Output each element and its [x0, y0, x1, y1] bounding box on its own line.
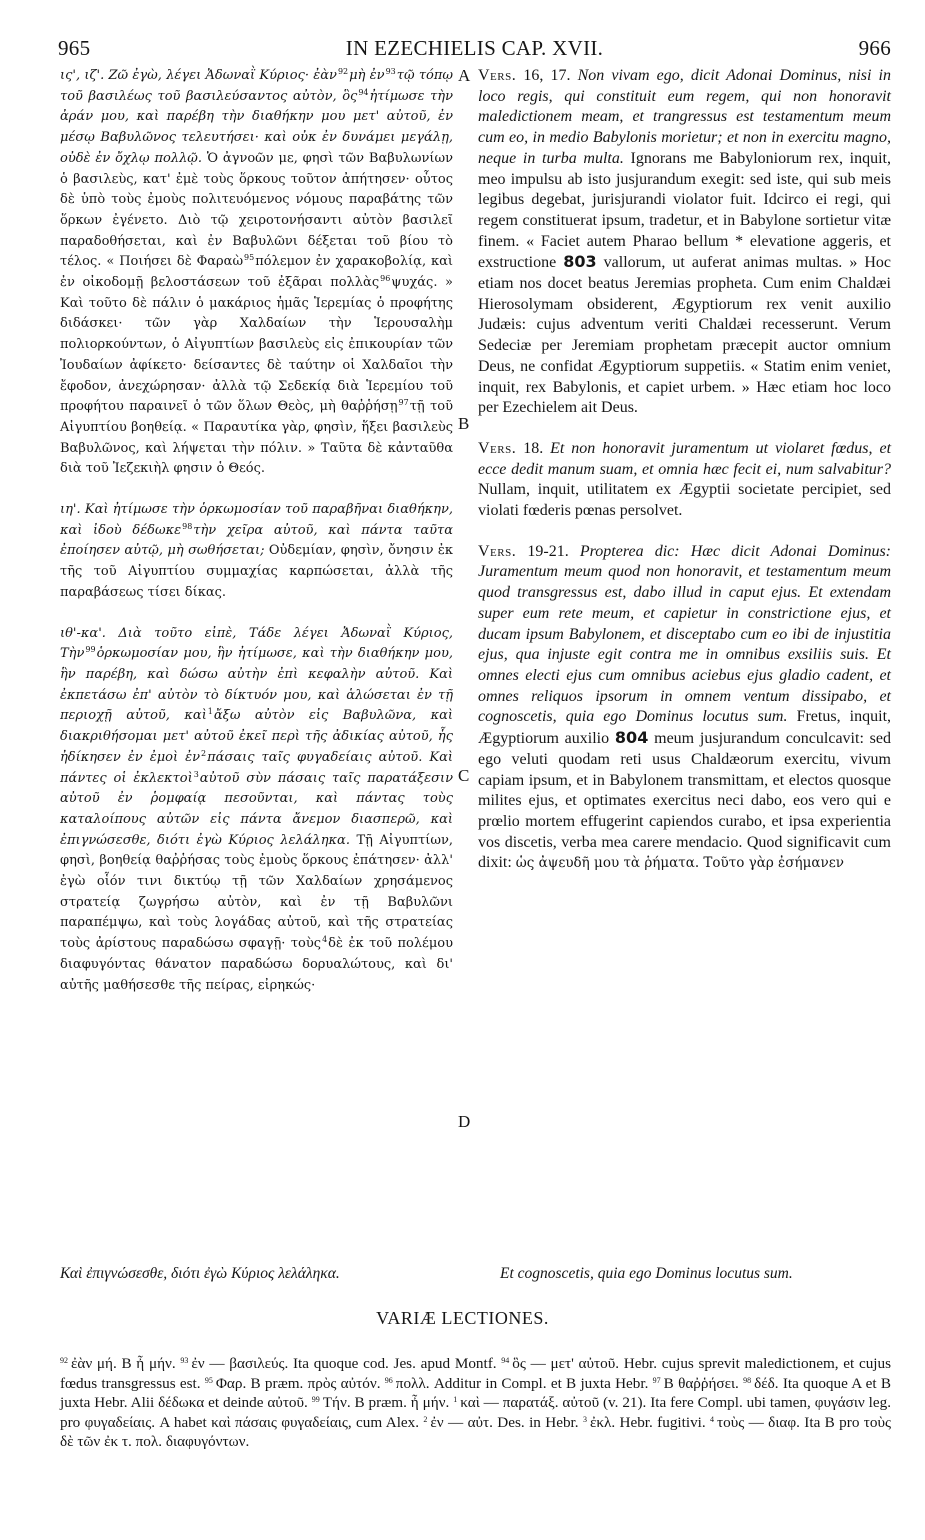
latin-column — [478, 66, 891, 874]
footnote-ref: 3 — [193, 769, 199, 779]
column-marker-b: B — [458, 414, 470, 433]
page-reference: 804 — [614, 728, 649, 748]
greek-commentary: πόλεμον ἐν χαρακοβολίᾳ, καὶ ἐν οἰκοδομῇ βελοστάσεων τοῦ ἐξᾶραι πολλὰς — [60, 254, 454, 291]
variant-number: 2 — [423, 1414, 428, 1424]
latin-commentary: vallorum, ut auferat animas multas. » Hoc etiam nos docet beatus Jeremias propheta. Cum enim Chaldæi Hierosolymam obsiderent, Ægyptiorum rex venit auxilio Judæis: cujus adventum veriti Chaldæi recesserunt. Verum Sedeciæ per Jeremiam prophetam præcepit auctor omnium Deus, ne confidat Ægyptiorum suppetiis. « Statim enim veniet, inquit, rex Babylonis, et capiet urbem. » Hæc etiam hoc loco per Ezechielem ait Deus. — [478, 254, 891, 417]
greek-closing-line: Καὶ ἐπιγνώσεσθε, διότι ἐγὼ Κύριος λελάληκα. — [60, 1265, 340, 1282]
page-reference: 803 — [563, 252, 597, 272]
footnote-ref: 96 — [380, 274, 391, 284]
latin-commentary: meum jusjurandum conculcavit: sed ego veluti quodam reti usus Chaldæorum exercitu, vivum capiam ipsum, et in Babylonem transmittam, et electos quosque milites ejus, et optimates exercitus neci dabo, eos vero qui e prœlio mortem effugerint capiendos curabo, et ipsa experientia vos discetis, verba mea carere mendacio. Quod significavit cum dixit: — [478, 730, 892, 872]
footnote-ref: 4 — [322, 935, 328, 945]
latin-commentary: Nullam, inquit, utilitatem ex Ægyptii societate percipiet, sed violati fœderis pœnas persolvet. — [478, 481, 891, 520]
variant-text: πολλ. Additur in Compl. et B juxta Hebr. — [395, 1374, 649, 1392]
greek-column — [60, 66, 453, 996]
variant-text: καὶ — παρατάξ. αὐτοῦ (v. 21). Ita fere Compl. ubi tamen, φυγάσιν leg. pro φυγαδείαις. A habet καὶ πάσαις φυγαδείαις, cum Alex. — [60, 1394, 892, 1431]
column-marker-c: C — [458, 766, 470, 785]
variant-text: ἐκλ. Hebr. fugitivi. — [589, 1413, 706, 1431]
footnote-ref: 93 — [385, 67, 396, 76]
footnote-ref: 95 — [244, 253, 255, 263]
latin-greek-quote: ὡς ἀψευδῆ μου τὰ ῥήματα. Τοῦτο γὰρ ἐσήμανεν — [515, 855, 844, 872]
variant-number: 98 — [743, 1375, 752, 1385]
variant-number: 95 — [204, 1375, 213, 1385]
greek-verse-text: ιθ'-κα'. Διὰ τοῦτο εἰπὲ, Τάδε λέγει Ἀδωναῒ Κύριος, Τὴν — [60, 625, 453, 662]
latin-paragraph-19-21 — [478, 542, 891, 874]
greek-paragraph-16-17 — [60, 66, 453, 480]
variae-lectiones — [60, 1354, 891, 1452]
footnote-ref: 94 — [358, 87, 369, 97]
latin-verse-text: Propterea dic: Hæc dicit Adonai Dominus: Juramentum meum quod non honoravit, et testamentum meum quod transgressus est, dabo illud in caput ejus. Et extendam super eum rete meum, et capietur in constrictione ejus, et ducam ipsum Babylonem, et disceptabo cum eo ibi de injustitia ejus, qua injuste egit contra me in omnibus exsiliis suis. Et omnes electi ejus cum omnibus aciebus ejus gladio cadent, et omnes reliquos ipsorum in omnem ventum dissipabo, et cognoscetis, quia ego Dominus locutus sum. — [478, 542, 892, 726]
variant-text: τοὺς — διαφ. Ita B pro τοὺς δὲ τῶν ἐκ τ. πολ. διαφυγόντων. — [60, 1413, 892, 1451]
variant-number: 1 — [453, 1395, 458, 1405]
latin-verse-text: Non vivam ego, dicit Adonai Dominus, nisi in loco regis, qui constituit eum regem, qui non honoravit maledictionem meam, et trangressus est testamentum meum cum eo, in medio Babylonis morietur; et non in exercitu magno, neque in turba multa. — [478, 67, 892, 167]
greek-verse-text: αὐτοῦ σὺν πάσαις ταῖς παρατάξεσιν αὐτοῦ ἐν ῥομφαίᾳ πεσοῦνται, καὶ πάντας τοὺς καταλοίπους αὐτῶν εἰς πάντα ἄνεμον διασπερῶ, καὶ ἐπιγνώσεσθε, διότι ἐγὼ Κύριος λελάληκα. — [60, 770, 453, 848]
greek-commentary: ψυχάς. » Καὶ τοῦτο δὲ πάλιν ὁ μακάριος ἡμᾶς Ἱερεμίας ὁ προφήτης διδάσκει· τῶν γὰρ Χαλδαίων τὴν Ἱερουσαλὴμ πολιορκούντων, ὁ Αἰγυπτίων βασιλεὺς εἰς ἐπικουρίαν τῶν Ἰουδαίων ἀφίκετο· δείσαντες δὲ ταύτην οἱ Χαλδαῖοι τὴν ἔφοδον, ἀνεχώρησαν· ἀλλὰ τῷ Σεδεκίᾳ διὰ Ἱερεμίου τοῦ προφήτου παραινεῖ ὁ τῶν ὅλων Θεὸς, μὴ θαῤῥήσῃ — [60, 275, 453, 415]
greek-commentary: τῇ τοῦ Αἰγυπτίου βοηθείᾳ. « Παραυτίκα γὰρ, φησὶν, ἥξει βασιλεὺς Βαβυλῶνος, καὶ λήψεται τὴν πόλιν. » Ταῦτα δὲ κἀνταῦθα διὰ τοῦ Ἰεζεκιὴλ φησιν ὁ Θεός. — [60, 399, 453, 477]
page-number-right: 966 — [858, 36, 891, 60]
latin-paragraph-18 — [478, 439, 891, 522]
variant-number: 94 — [501, 1356, 510, 1365]
latin-commentary: Ignorans me Babyloniorum rex, inquit, meo impulsu ab isto jusjurandum exegit: sed iste, qui sub meis legibus degebat, jurisjurandi violator fuit. Idcirco ei regi, qui regem constituerat ipsum, tradetur, et in Babylone sortietur vitæ finem. « Faciet autem Pharao bellum * elevatione aggeris, et exstructione — [478, 149, 891, 272]
spacer — [60, 604, 453, 624]
footnote-ref: 92 — [337, 67, 349, 76]
variant-text: B θαῤῥήσει. — [663, 1374, 739, 1392]
variae-lectiones-title: VARIÆ LECTIONES. — [376, 1308, 549, 1328]
page-number-left: 965 — [58, 36, 91, 60]
latin-closing-line: Et cognoscetis, quia ego Dominus locutus sum. — [500, 1265, 793, 1282]
spacer — [60, 480, 453, 500]
footnote-ref: 97 — [398, 398, 409, 408]
greek-verse-text: μὴ ἐν — [349, 68, 385, 83]
variant-text: ὃς — μετ' αὐτοῦ. Hebr. cujus sprevit maledictionem, et cujus fœdus transgressus est. — [60, 1355, 892, 1392]
variant-number: 3 — [582, 1414, 587, 1424]
running-head — [58, 36, 891, 62]
greek-verse-text: τῷ τόπῳ τοῦ βασιλέως τοῦ βασιλεύσαντος αὐτὸν, ὃς — [60, 68, 453, 104]
verse-number: 19-21. — [527, 542, 569, 560]
greek-commentary: Οὐδεμίαν, φησὶν, ὄνησιν ἐκ τῆς τοῦ Αἰγυπτίου συμμαχίας καρπώσεται, ἀλλὰ τῆς παραβάσεως τίσει δίκας. — [60, 543, 453, 600]
variant-number: 99 — [311, 1395, 320, 1405]
verse-label: Vers. — [478, 67, 517, 84]
running-title: IN EZECHIELIS CAP. XVII. — [345, 36, 604, 60]
footnote-ref: 1 — [207, 707, 213, 717]
column-marker-a: A — [458, 66, 471, 85]
greek-paragraph-18 — [60, 500, 453, 604]
latin-paragraph-16-17 — [478, 66, 891, 419]
greek-commentary: Ὁ ἀγνοῶν με, φησὶ τῶν Βαβυλωνίων ὁ βασιλεὺς, κατ' ἐμὲ τοὺς ὅρκους τοῦτον ἀπήτησεν· οὗτος δὲ ὑπὸ τοὺς ἐμοὺς πολιτευόμενος νόμους παραβάτης τῶν ὅρκων ἐγένετο. Διὸ τῷ χειροτονήσαντι αὐτὸν βασιλεῖ παραδοθήσεται, καὶ ἐν Βαβυλῶνι δέξεται τοῦ βίου τὸ τέλος. « Ποιήσει δὲ Φαραὼ — [60, 150, 453, 270]
greek-verse-text: ὁρκωμοσίαν μου, ἣν ἠτίμωσε, καὶ τὴν διαθήκην μου, ἣν παρέβη, καὶ δώσω αὐτὴν ἐπὶ κεφαλὴν αὐτοῦ. Καὶ ἐκπετάσω ἐπ' αὐτὸν τὸ δίκτυόν μου, καὶ ἁλώσεται ἐν τῇ περιοχῇ αὐτοῦ, καὶ — [60, 646, 453, 724]
footnote-ref: 98 — [182, 521, 193, 531]
variant-text: ἐν — αὐτ. Des. in Hebr. — [430, 1413, 579, 1431]
variant-number: 97 — [652, 1375, 661, 1385]
variant-text: Φαρ. B præm. πρὸς αὐτόν. — [215, 1374, 381, 1392]
greek-verse-text: πάσαις ταῖς φυγαδείαις αὐτοῦ. Καὶ πάντες οἱ ἐκλεκτοὶ — [60, 749, 453, 786]
greek-commentary: Τῇ Αἰγυπτίων, φησὶ, βοηθείᾳ θαῤῥήσας τοὺς ἐμοὺς ὅρκους ἐπάτησεν· ἀλλ' ἐγὼ οἷόν τινι δικτύῳ τῇ τῶν Χαλδαίων χρησάμενος στρατείᾳ ζωγρήσω αὐτὸν, καὶ ἐν τῇ Βαβυλῶνι παραπέμψω, καὶ τοὺς λογάδας αὐτοῦ, καὶ τῆς στρατείας τοὺς ἀρίστους παραδώσω σφαγῇ· τοὺς — [60, 832, 453, 952]
variant-text: Τήν. B præm. ἦ μήν. — [322, 1394, 450, 1412]
variant-number: 96 — [384, 1375, 393, 1385]
spacer — [478, 419, 891, 439]
greek-verse-text: ιη'. Καὶ ἠτίμωσε τὴν ὁρκωμοσίαν τοῦ παραβῆναι διαθήκην, καὶ ἰδοὺ δέδωκε — [60, 502, 453, 538]
footnote-ref: 2 — [201, 748, 207, 758]
variant-number: 4 — [710, 1414, 715, 1424]
column-marker-d: D — [458, 1112, 471, 1131]
greek-verse-text: τὴν χεῖρα αὐτοῦ, καὶ πάντα ταῦτα ἐποίησεν αὐτῷ, μὴ σωθήσεται; — [60, 522, 454, 559]
variant-number: 92 — [60, 1356, 68, 1365]
latin-verse-text: Et non honoravit juramentum ut violaret fœdus, et ecce dedit manum suam, et omnia hæc fecit ei, num salvabitur? — [478, 439, 892, 478]
greek-verse-text: ις', ιζ'. Ζῶ ἐγὼ, λέγει Ἀδωναῒ Κύριος· ἐὰν — [60, 68, 337, 83]
variant-number: 93 — [180, 1356, 189, 1365]
greek-commentary: δὲ ἐκ τοῦ πολέμου διαφυγόντας θάνατον παραδώσω δορυαλώτους, καὶ δι' αὐτῆς μαθήσεσθε τῆς πείρας, εἰρηκώς· — [60, 936, 454, 993]
spacer — [478, 522, 891, 542]
greek-verse-text: ἠτίμωσε τὴν ἀράν μου, καὶ παρέβη τὴν διαθήκην μου μετ' αὐτοῦ, ἐν μέσῳ Βαβυλῶνος τελευτήσει· καὶ οὐκ ἐν δυνάμει μεγάλῃ, οὐδὲ ἐν ὄχλῳ πολλῷ. — [60, 88, 454, 166]
verse-number: 16, 17. — [523, 67, 571, 84]
footnote-ref: 99 — [85, 645, 96, 655]
verse-label: Vers. — [478, 542, 517, 560]
variant-text: ἐὰν μή. B ἦ μήν. — [71, 1355, 176, 1372]
verse-label: Vers. — [478, 439, 517, 457]
verse-number: 18. — [523, 439, 544, 457]
variant-text: δέδ. Ita quoque A et B juxta Hebr. Alii δέδωκα et deinde αὐτοῦ. — [60, 1374, 892, 1412]
greek-paragraph-19-21 — [60, 624, 453, 997]
latin-commentary: Fretus, inquit, Ægyptiorum auxilio — [478, 708, 892, 748]
variant-text: ἐν — βασιλεύς. Ita quoque cod. Jes. apud Montf. — [191, 1355, 497, 1372]
greek-verse-text: ἄξω αὐτὸν εἰς Βαβυλῶνα, καὶ διακριθήσομαι μετ' αὐτοῦ ἐκεῖ περὶ τῆς ἀδικίας αὐτοῦ, ἧς ἠδίκησεν ἐν ἐμοὶ ἐν — [60, 708, 453, 765]
